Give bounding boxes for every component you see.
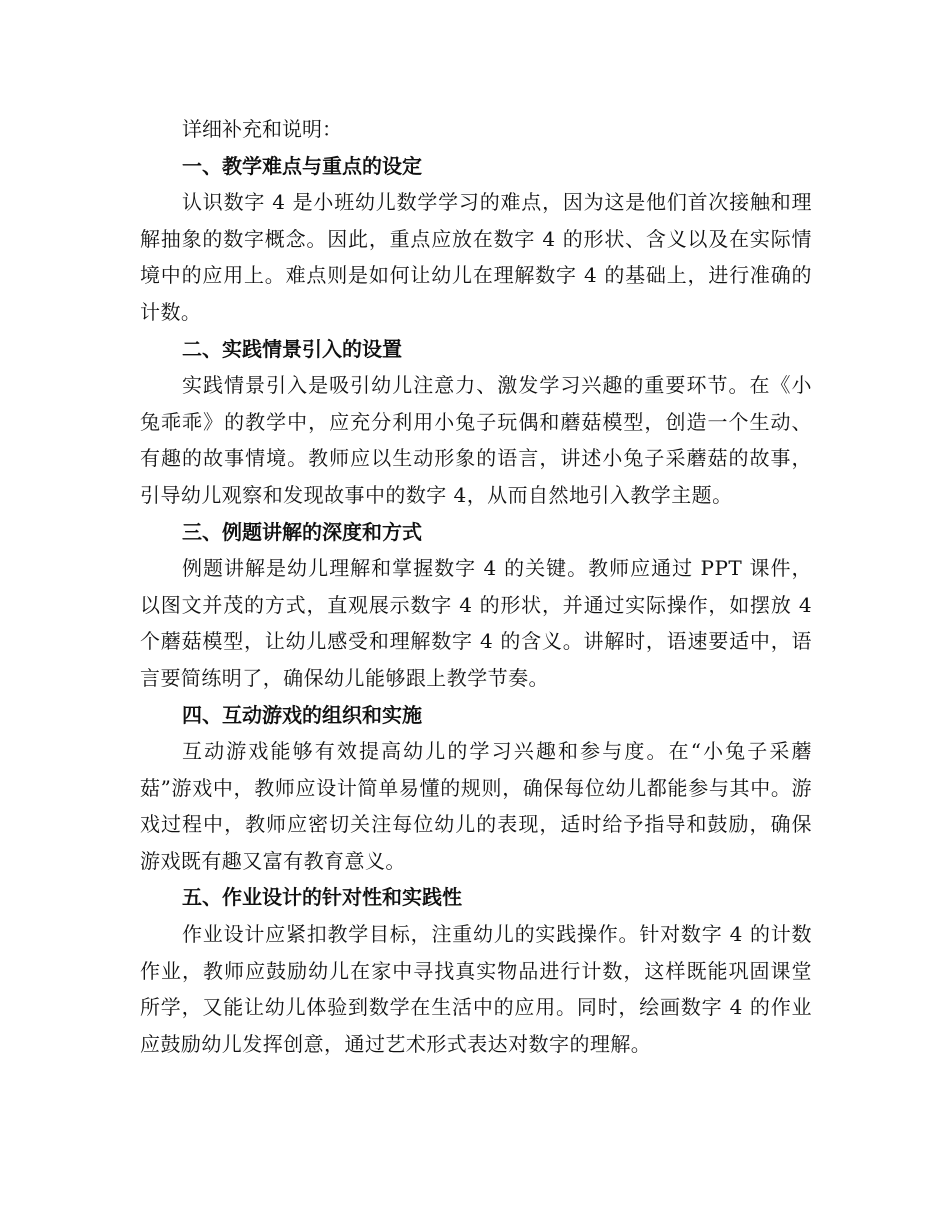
section-heading-1: 一、教学难点与重点的设定 xyxy=(182,153,422,178)
document-page xyxy=(140,111,812,1062)
intro-text: 详细补充和说明： xyxy=(182,117,342,141)
section-body-1: 认识数字 4 是小班幼儿数学学习的难点，因为这是他们首次接触和理解抽象的数字概念。因此，重点应放在数字 4 的形状、含义以及在实际情境中的应用上。难点则是如何让幼儿在理解数字 4 的基础上，进行准确的计数。 xyxy=(140,190,812,324)
section-body-4: 互动游戏能够有效提高幼儿的学习兴趣和参与度。在“小兔子采蘑菇”游戏中，教师应设计简单易懂的规则，确保每位幼儿都能参与其中。游戏过程中，教师应密切关注每位幼儿的表现，适时给予指导和鼓励，确保游戏既有趣又富有教育意义。 xyxy=(140,739,812,873)
section-body-5: 作业设计应紧扣教学目标，注重幼儿的实践操作。针对数字 4 的计数作业，教师应鼓励幼儿在家中寻找真实物品进行计数，这样既能巩固课堂所学，又能让幼儿体验到数学在生活中的应用。同时，绘画数字 4 的作业应鼓励幼儿发挥创意，通过艺术形式表达对数字的理解。 xyxy=(140,922,812,1056)
section-heading-4: 四、互动游戏的组织和实施 xyxy=(182,702,422,727)
section-body-3: 例题讲解是幼儿理解和掌握数字 4 的关键。教师应通过 PPT 课件，以图文并茂的方式，直观展示数字 4 的形状，并通过实际操作，如摆放 4 个蘑菇模型，让幼儿感受和理解数字 4 的含义。讲解时，语速要适中，语言要简练明了，确保幼儿能够跟上教学节奏。 xyxy=(140,556,812,690)
section-heading-2: 二、实践情景引入的设置 xyxy=(182,336,402,361)
section-body-2: 实践情景引入是吸引幼儿注意力、激发学习兴趣的重要环节。在《小兔乖乖》的教学中，应充分利用小兔子玩偶和蘑菇模型，创造一个生动、有趣的故事情境。教师应以生动形象的语言，讲述小兔子采蘑菇的故事，引导幼儿观察和发现故事中的数字 4，从而自然地引入教学主题。 xyxy=(140,373,812,507)
section-heading-3: 三、例题讲解的深度和方式 xyxy=(182,519,422,544)
section-heading-5: 五、作业设计的针对性和实践性 xyxy=(182,885,462,910)
